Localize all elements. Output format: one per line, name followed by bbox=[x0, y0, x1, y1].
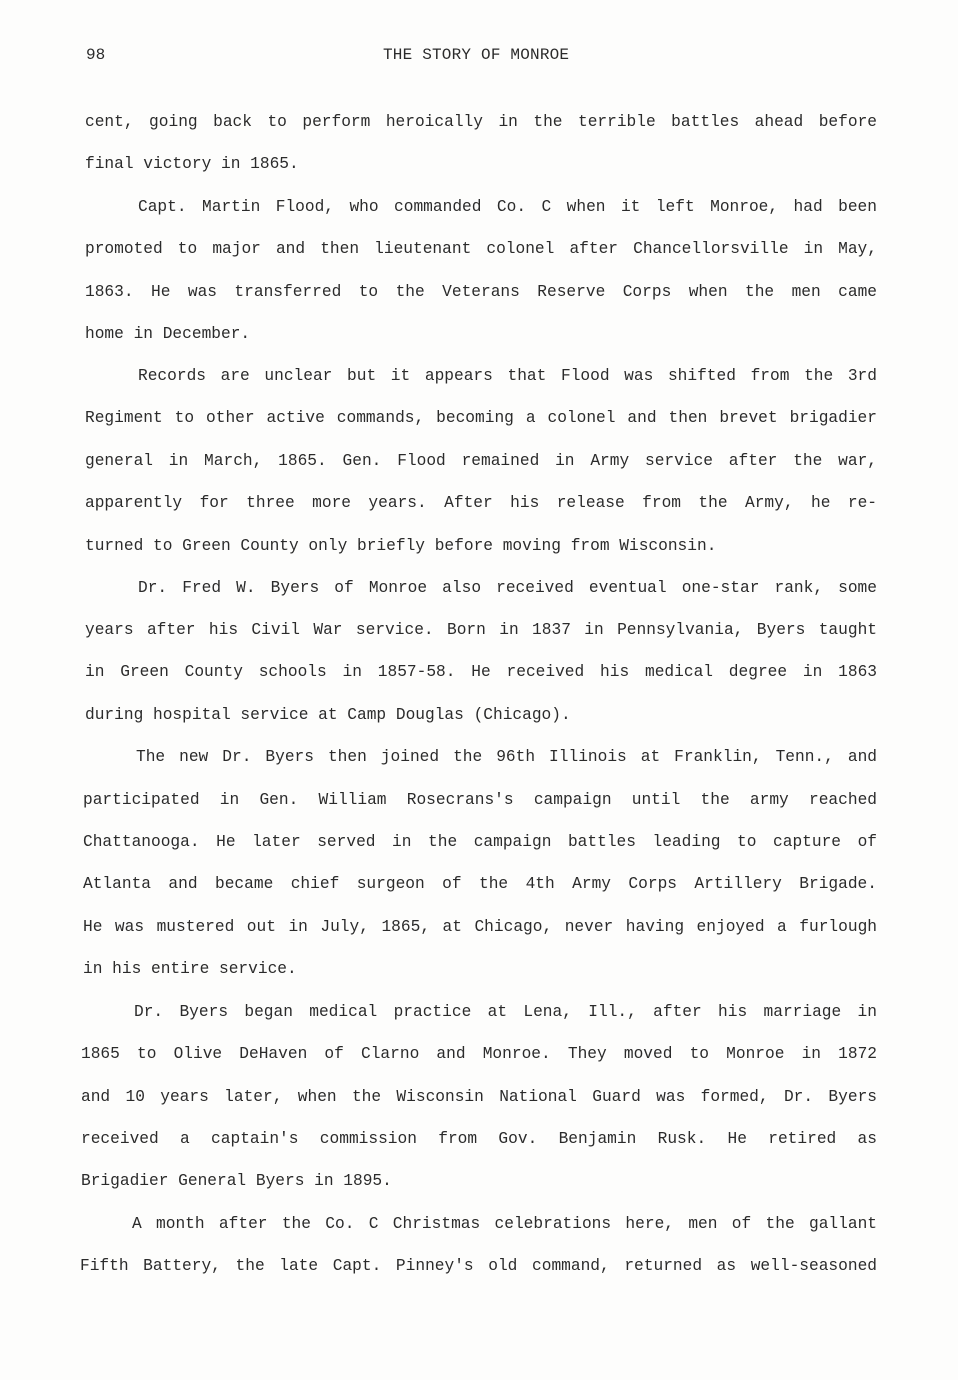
text-line: cent, going back to perform heroically in the terrible battles ahead before bbox=[85, 113, 877, 131]
text-line: Brigadier General Byers in 1895. bbox=[81, 1172, 392, 1190]
text-line: general in March, 1865. Gen. Flood remained in Army service after the war, bbox=[85, 452, 877, 470]
text-line: Chattanooga. He later served in the campaign battles leading to capture of bbox=[83, 833, 877, 851]
text-line: Records are unclear but it appears that Flood was shifted from the 3rd bbox=[138, 367, 877, 385]
text-line: in his entire service. bbox=[83, 960, 297, 978]
text-line: Capt. Martin Flood, who commanded Co. C when it left Monroe, had been bbox=[138, 198, 877, 216]
text-line: and 10 years later, when the Wisconsin National Guard was formed, Dr. Byers bbox=[81, 1088, 877, 1106]
page-number: 98 bbox=[86, 46, 106, 64]
text-line: Fifth Battery, the late Capt. Pinney's old command, returned as well-seasoned bbox=[80, 1257, 877, 1275]
text-line: participated in Gen. William Rosecrans's campaign until the army reached bbox=[83, 791, 877, 809]
text-line: Regiment to other active commands, becoming a colonel and then brevet brigadier bbox=[85, 409, 877, 427]
text-line: turned to Green County only briefly before moving from Wisconsin. bbox=[85, 537, 717, 555]
text-line: promoted to major and then lieutenant colonel after Chancellorsville in May, bbox=[85, 240, 877, 258]
text-line: home in December. bbox=[85, 325, 251, 343]
text-line: during hospital service at Camp Douglas (Chicago). bbox=[85, 706, 571, 724]
text-line: Atlanta and became chief surgeon of the 4th Army Corps Artillery Brigade. bbox=[83, 875, 877, 893]
text-line: He was mustered out in July, 1865, at Chicago, never having enjoyed a furlough bbox=[83, 918, 877, 936]
text-line: apparently for three more years. After his release from the Army, he re- bbox=[85, 494, 877, 512]
text-line: in Green County schools in 1857-58. He received his medical degree in 1863 bbox=[85, 663, 877, 681]
text-line: Dr. Byers began medical practice at Lena, Ill., after his marriage in bbox=[134, 1003, 877, 1021]
text-line: Dr. Fred W. Byers of Monroe also received eventual one-star rank, some bbox=[138, 579, 877, 597]
text-line: received a captain's commission from Gov. Benjamin Rusk. He retired as bbox=[81, 1130, 877, 1148]
text-line: final victory in 1865. bbox=[85, 155, 299, 173]
text-line: years after his Civil War service. Born in 1837 in Pennsylvania, Byers taught bbox=[85, 621, 877, 639]
text-line: 1863. He was transferred to the Veterans Reserve Corps when the men came bbox=[85, 283, 877, 301]
text-line: The new Dr. Byers then joined the 96th Illinois at Franklin, Tenn., and bbox=[136, 748, 877, 766]
running-title: THE STORY OF MONROE bbox=[383, 46, 570, 64]
text-line: 1865 to Olive DeHaven of Clarno and Monroe. They moved to Monroe in 1872 bbox=[81, 1045, 877, 1063]
page-header bbox=[86, 46, 886, 70]
text-line: A month after the Co. C Christmas celebrations here, men of the gallant bbox=[132, 1215, 877, 1233]
